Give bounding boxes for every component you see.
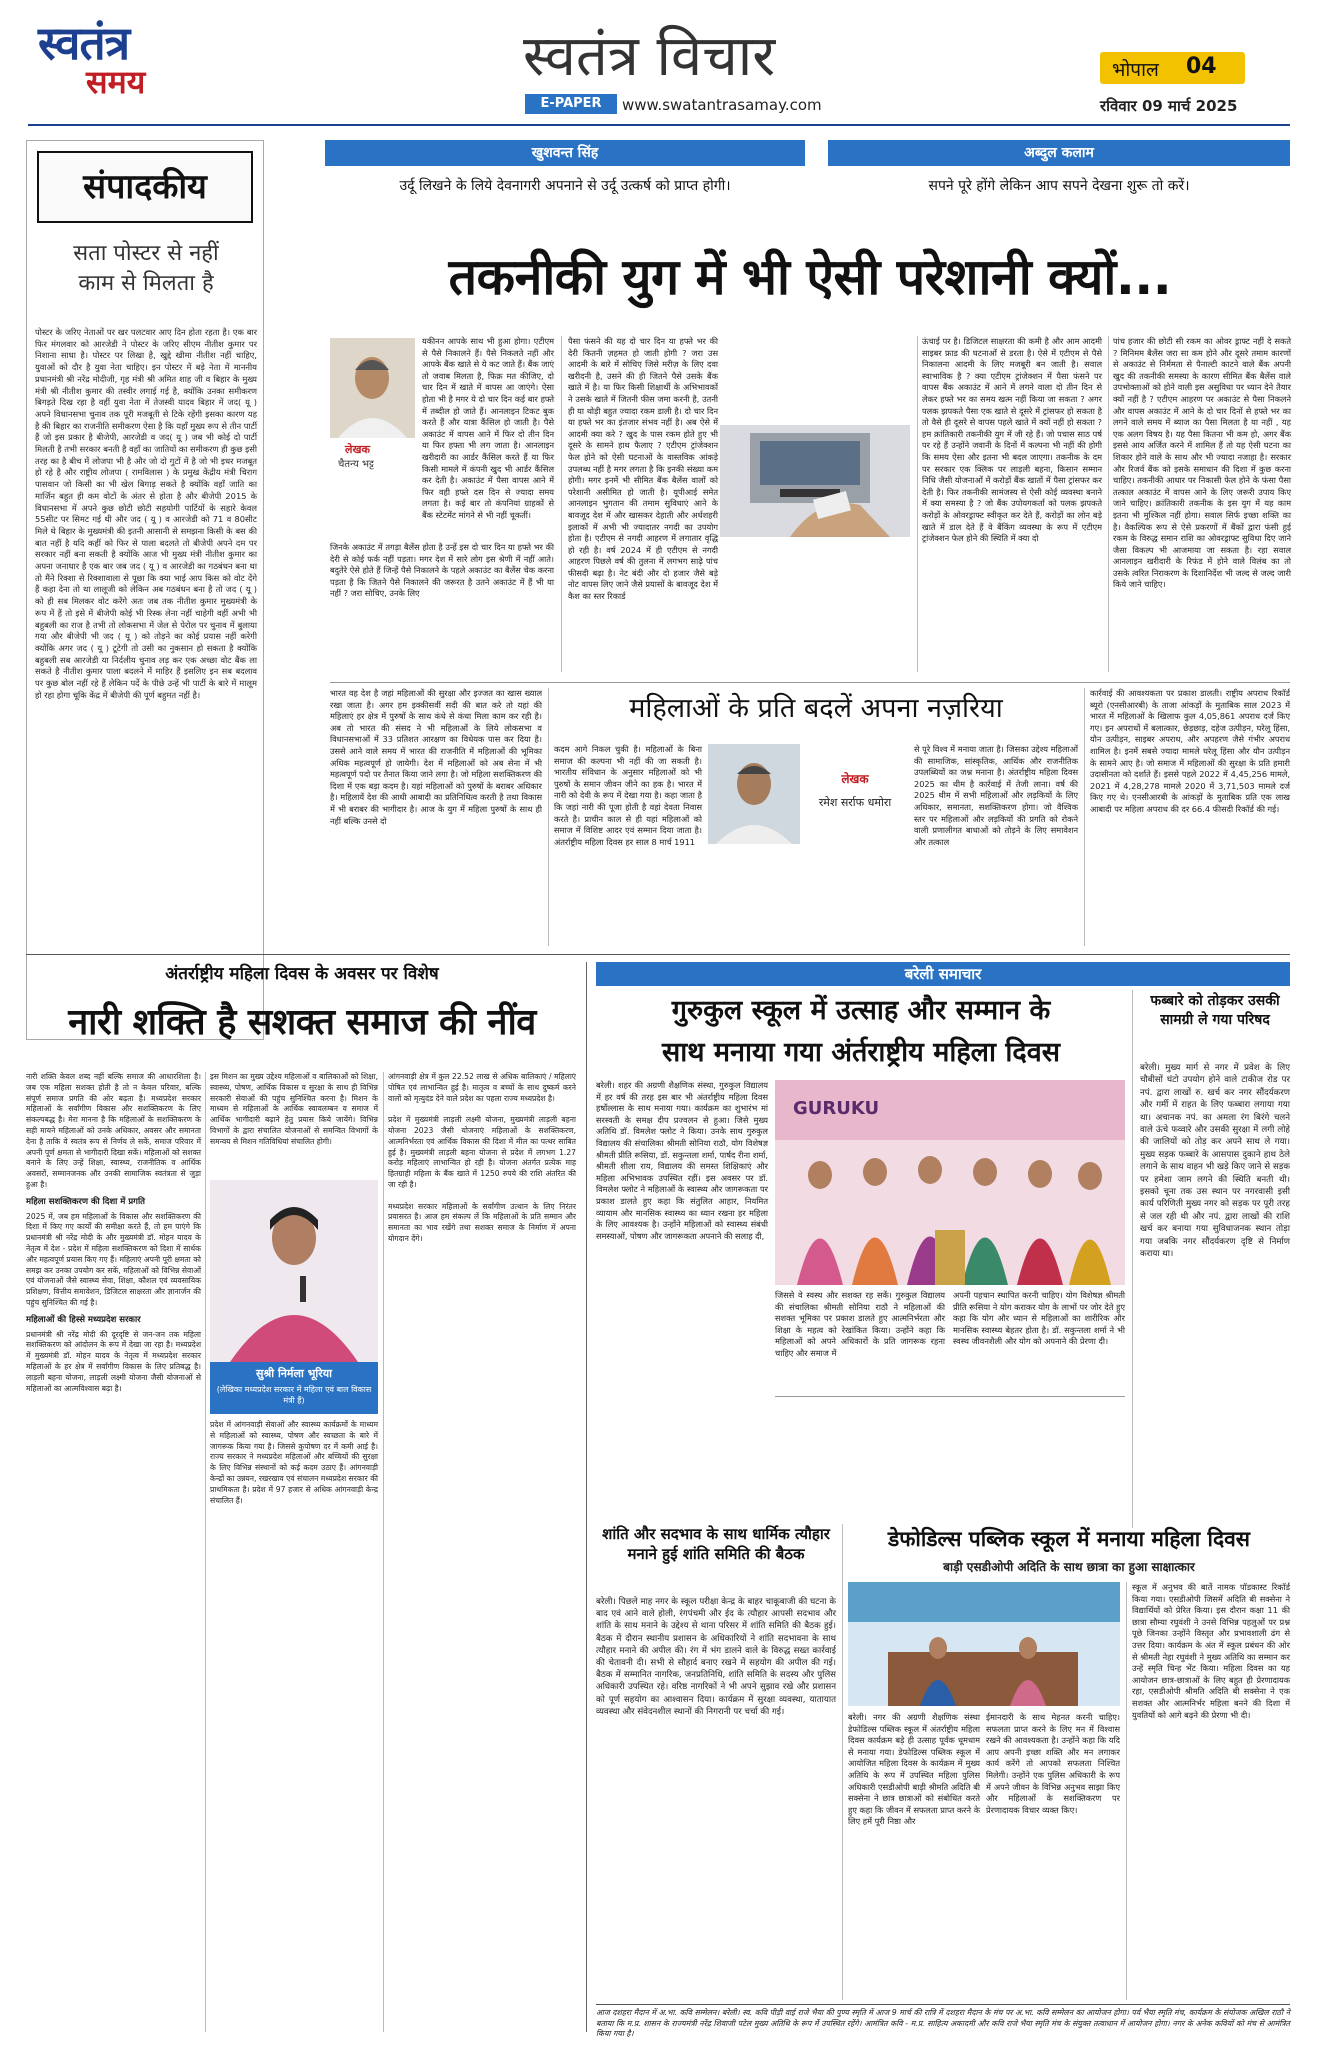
gurukul-group-image <box>775 1080 1125 1285</box>
women-col1: भारत वह देश है जहां महिलाओं की सुरक्षा और इज्जत का खास ख्याल रखा जाता है। अगर हम इक्कीसवीं सदी की बात करे तो यहां की महिलाएं हर क्षेत्र में पुरुषों के साथ कंधे से कंधा मिला काम कर रही है। अब तो भारत की संसद ने भी महिलाओं के लिये लोकसभा व विधानसभाओं में 33 प्रतिशत आरक्षण का विधेयक पास कर दिया है। उससे आने वाले समय में भारत की राजनीति में महिलाओं की भूमिका अधिक महत्वपूर्ण हो जायेगी। देश में महिलाओं को अब सेना में भी महत्वपूर्ण पदो पर तैनात किया जाने लगा है। जो महिला सशक्तिकरण की दिशा में एक बड़ा कदम है। यहां महिलाओं को पुरुषों के बराबर अधिकार है। महिलायें देश की आधी आबादी का प्रतिनिधित्व करती है तथा विकास में भी बराबर की भागीदार है। आज के युग में महिला पुरुषों के साथ ही नहीं बल्कि उनसे दो <box>330 688 542 826</box>
gurukul-event-photo <box>775 1080 1125 1285</box>
nari-col3c-text: मध्यप्रदेश सरकार महिलाओं के सर्वांगीण उत्थान के लिए निरंतर प्रयासरत है। आज हम संकल्प लें कि महिलाओं के प्रति सम्मान और समानता का भाव रखेंगे तथा सशक्त समाज के निर्माण में अपना योगदान देंगे। <box>388 1201 576 1243</box>
daffodils-event-photo <box>848 1582 1120 1706</box>
page-number: 04 <box>1186 54 1217 79</box>
women-col4: कार्रवाई की आवश्यकता पर प्रकाश डालती। राष्ट्रीय अपराध रिकॉर्ड ब्यूरो (एनसीआरबी) के ताजा आंकड़ों के मुताबिक साल 2023 में भारत में महिलाओं के खिलाफ कुल 4,05,861 अपराध दर्ज किए गए। इन अपराधों में बलात्कार, छेड़छाड़, दहेज उत्पीड़न, घरेलू हिंसा, यौन उत्पीड़न, साइबर अपराध, और अपहरण जैसे गंभीर अपराध शामिल है। इनमें सबसे ज्यादा मामले घरेलू हिंसा और यौन उत्पीड़न के सामने आए है। जो समाज में महिलाओं की सुरक्षा के प्रति हमारी उदासीनता को दर्शाते हैं। इससे पहले 2022 में 4,45,256 मामले, 2021 में 4,28,278 मामले 2020 में 3,71,503 मामले दर्ज किए गए थे। एनसीआरबी के आंकड़ों के मुताबिक प्रति एक लाख आबादी पर महिला अपराध की दर 66.4 फीसदी रिकॉर्ड की गई। <box>1090 688 1290 814</box>
lead-byline-name: चैतन्य भट्ट <box>338 459 374 470</box>
shanti-text: बरेली। पिछले माह नगर के स्कूल परीक्षा केन्द्र के बाहर चाकूबाजी की घटना के बाद एवं आने वाले होली, रंगपंचमी और ईद के त्यौहार आपसी सदभाव और शांति के साथ मनाने के उद्देश्य से थाना परिसर में शांति समिति की बैठक हुई। बैठक में दौरान स्थानीय प्रशासन के अधिकारियों ने शांति सदभावना के साथ त्यौहार मनाने की अपील की। रंग में भंग डालने वाले के विरुद्ध सख्त कार्रवाई की चेतावनी दी। सभी से सौहार्द बनाए रखने में सहयोग की अपील की गई। बैठक में सम्मानित नागरिक, जनप्रतिनिधि, शांति समिति के सदस्य और पुलिस अधिकारी उपस्थित रहे। वरिष्ठ नागरिकों ने भी अपने सुझाव रखे और प्रशासन को पूर्ण सहयोग का आश्वासन दिया। कार्यक्रम में सुरक्षा व्यवस्था, यातायात व्यवस्था और संवेदनशील स्थानों की निगरानी पर चर्चा की गई। <box>596 1597 836 1717</box>
gurukul-headline-line2: साथ मनाया गया अंर्तराष्ट्रीय महिला दिवस <box>662 1037 1060 1068</box>
gurukul-headline-line1: गुरुकुल स्कूल में उत्साह और सम्मान के <box>671 995 1051 1026</box>
women-col2: कदम आगे निकल चुकी है। महिलाओं के बिना समाज की कल्पना भी नहीं की जा सकती है। भारतीय संविधान के अनुसार महिलाओं को भी पुरुषों के समान जीवन जीने का हक है। भारत में नारी को देवी के रूप में देखा गया है। कहा जाता है कि जहां नारी की पूजा होती है वहां देवता निवास करते है। प्राचीन काल से ही यहां महिलाओं को समाज में विशिष्ट आदर एवं सम्मान दिया जाता है। अंतर्राष्ट्रीय महिला दिवस हर साल 8 मार्च 1911 <box>554 744 702 847</box>
women-headline: महिलाओं के प्रति बदलें अपना नज़रिया <box>629 693 1003 724</box>
daffodils-stage-image <box>848 1582 1120 1706</box>
author-photo-chaitanya <box>330 338 415 438</box>
daffodils-subhead: बाड़ी एसडीओपी अदिति के साथ छात्रा का हुआ साक्षात्कार <box>943 1560 1195 1574</box>
daffodils-headline: डेफोडिल्स पब्लिक स्कूल में मनाया महिला दिवस <box>888 1527 1250 1551</box>
minister-portrait-image <box>210 1180 378 1362</box>
fountain-headline: फब्बारे को तोड़कर उसकी सामग्री ले गया परिषद <box>1150 993 1280 1028</box>
gurukul-headline <box>596 990 1126 1074</box>
author-portrait-icon-2 <box>708 744 800 844</box>
masthead <box>0 0 1318 125</box>
quote-box-1 <box>325 140 805 235</box>
nari-col1-text: नारी शक्ति केवल शब्द नहीं बल्कि समाज की आधारशिला है। जब एक महिला सशक्त होती है तो न केवल परिवार, बल्कि संपूर्ण समाज प्रगति की ओर बढ़ता है। मध्यप्रदेश सरकार महिलाओं के सर्वांगीण विकास और सशक्तिकरण के लिए संकल्पबद्ध है। मेरा मानना है कि महिलाओं के सशक्तिकरण के सही मायने महिलाओं को उनके अधिकार, अवसर और समानता देना है ताकि वे स्वतंत्र रूप से निर्णय ले सकें, समाज परिवार में अपनी पूर्ण क्षमता से भागीदारी दिखा सकें। महिलाओं को सशक्त बनाने के लिए उन्हें शिक्षा, स्वास्थ्य, राजनीतिक व आर्थिक अवसरों, सम्मानजनक और उनकी सामाजिक स्वतंत्रता से जुड़ा हुआ है। <box>26 1072 201 1189</box>
lead-headline: तकनीकी युग में भी ऐसी परेशानी क्यों... <box>448 248 1172 306</box>
nari-col2-bottom: प्रदेश में आंगनवाड़ी सेवाओं और स्वास्थ्य कार्यक्रमों के माध्यम से महिलाओं को स्वास्थ्य, पोषण और स्वच्छता के बारे में जागरूक किया गया है। जिससे कुपोषण दर में कमी आई है। राज्य सरकार ने मध्यप्रदेश महिलाओं और बच्चियों की सुरक्षा के लिए विभिन्न संस्थानों को कई कदम उठाए हैं। आंगनवाड़ी केन्द्रों का उन्नयन, रखरखाव एवं संचालन मध्यप्रदेश सरकार की प्राथमिकता है। प्रदेश में 97 हजार से अधिक आंगनवाड़ी केन्द्र संचालित हैं। <box>210 1420 378 1505</box>
city-name: भोपाल <box>1112 59 1159 81</box>
nari-col3b-text: प्रदेश में मुख्यमंत्री लाड़ली लक्ष्मी योजना, मुख्यमंत्री लाड़ली बहना योजना 2023 जैसी योजनाएं महिलाओं के सशक्तिकरण, आत्मनिर्भरता एवं आर्थिक विकास की दिशा में मील का पत्थर साबित हुई है। मुख्यमंत्री लाड़ली बहना योजना से प्रदेश में लगभग 1.27 करोड़ महिलाएं लाभान्वित हो रही है। योजना अंतर्गत प्रत्येक माह हितग्राही महिला के बैंक खाते में 1250 रुपये की राशि अंतरित की जा रही है। <box>388 1115 576 1189</box>
atm-image <box>720 425 910 537</box>
women-byline-label: लेखक <box>841 772 869 786</box>
lead-col1b: जिनके अकाउंट में तगड़ा बैलेंस होता है उन्हें इस दो चार दिन या हफ्ते भर की देरी से कोई फर्क नहीं पड़ता। मगर देश में सारे लोग इस श्रेणी में नहीं आते। बदुतेरे ऐसे होते हैं जिन्हें पैसे निकालने के पहले अकाउंट का बैलेंस चेक करना पड़ता है कि जितने पैसे निकालने की जरूरत है उतने अकाउंट में हैं भी या नहीं ? जरा सोचिए, उनके लिए <box>330 542 554 599</box>
minister-name: सुश्री निर्मला भूरिया <box>256 1367 332 1380</box>
quote-box-2 <box>828 140 1290 235</box>
bareli-section-header: बरेली समाचार <box>596 962 1290 986</box>
atm-photo <box>720 425 910 537</box>
editorial-title <box>27 239 265 299</box>
city-badge <box>1100 52 1245 84</box>
editorial-title-line2: काम से मिलता है <box>78 271 214 296</box>
lead-col2-bottom <box>568 540 910 672</box>
lead-col3: ऊंचाई पर है। डिजिटल साक्षरता की कमी है और आम आदमी साइबर फ्राड की घटनाओं से डरता है। ऐसे में एटीएम से पैसे निकालना आदमी के लिए मजबूरी बन जाती है। सवाल स्वाभाविक है ? क्या एटीएम ट्रांजेक्शन में पैसा फंसने पर वापस बैंक अकाउंट में आने में लगने वाला दो तीन दिन से लेकर हफ्ते भर का समय खत्म नहीं किया जा सकता ? अगर पलक झपकते पैसा एक खाते से दूसरे में ट्रांसफर हो सकता है तो वैसे ही दूसरे से वापस पहले खाते में क्यों नहीं हो सकता ? हम क्रांतिकारी तकनीकी युग में जी रहे हैं। जो पचास साठ पर्ष पर रहे हैं उन्होंने जवानी के दिनों में कल्पना भी नहीं की होगी कि समय ऐसा और इतना भी बदल जाएगा। तकनीक के दम पर सरकार एक क्लिक पर लाड़ली बहना, किसान सम्मान निधि जैसी योजनाओं में करोड़ों बैंक खातों में पैसा ट्रांसफर कर देती है। फिर तकनीकी सामंजस्य से ऐसी कोई व्यवस्था बनाने में क्या समस्या है ? जो बैंक उपोयगकर्ता को पलक झपकते करोड़ों के ओवरड्राफ्ट स्वीकृत कर देते हैं, करोड़ों का लोन बड़े खाते में डाल देते हैं वे बैंकिंग व्यवस्था के रूप में एटीएम ट्रांजेक्शन फेल होने की स्थिति में क्या दो <box>922 336 1102 544</box>
author-photo-ramesh <box>708 744 800 844</box>
nari-headline: नारी शक्ति है सशक्त समाज की नींव <box>68 1002 536 1043</box>
nari-col1b-text: 2025 में, जब हम महिलाओं के विकास और सशक्तिकरण की दिशा में किए गए कार्यों की समीक्षा करते हैं, तो हम पाएंगे कि प्रधानमंत्री श्री नरेंद्र मोदी के और मुख्यमंत्री डॉ. मोहन यादव के नेतृत्व में देश - प्रदेश में महिला सशक्तिकरण को दिशा में सार्थक और महत्वपूर्ण प्रयास किए गए हैं। महिलाएं अपनी पूरी क्षमता को समझ कर उनका उपयोग कर सकें, महिलाओं को विभिन्न सेवाओं एवं योजनाओं जैसे स्वास्थ्य सेवा, शिक्षा, कौशल एवं व्यवसायिक प्रशिक्षण, वित्तीय समावेशन, डिजिटल साक्षरता और ज्ञानार्जन की पहुंच सुनिश्चित की गई है। <box>26 1211 201 1307</box>
quote-text-1: उर्दू लिखने के लिये देवनागरी अपनाने से उर्दू उत्कर्ष को प्राप्त होगी। <box>399 178 731 194</box>
nari-subhead1: महिला सशक्तिकरण की दिशा में प्रगति <box>26 1196 146 1207</box>
nari-subhead2: महिलाओं की हिस्से मध्यप्रदेश सरकार <box>26 1314 141 1325</box>
logo-line2: समय <box>86 63 146 101</box>
logo-line1: स्वतंत्र <box>38 16 130 70</box>
website-link[interactable]: www.swatantrasamay.com <box>622 96 822 114</box>
lead-col1: यकीनन आपके साथ भी हुआ होगा। एटीएम से पैसे निकालने हैं। पैसे निकलते नहीं और आपके बैंक खाते से ये कट जाते हैं। बैंक जाएं तो जवाब मिलता है, फिक्र मत कीजिए, दो चार दिन में खाते में वापस आ जाएंगे। ऐसा होता भी है मगर ये दो चार दिन कई बार हफ्ते में तब्दील हो जाते हैं। आनलाइन टिकट बुक करते हैं और यात्रा कैंसिल हो जाती है। पैसे अकाउंट में वापस आने में फिर दो तीन दिन या फिर हफ्ता भी लग जाता है। आनलाइन खरीदारी का आर्डर कैंसिल करते हैं या फिर किसी मामले में कंपनी खुद भी आर्डर कैंसिल कर देती है। अकाउंट में पैसा वापस आने में फिर वही हफ्ते दस दिन से ज्यादा समय लगता है। कई बार तो कंपनियां ग्राहकों से बैंक स्टेटमेंट मांगने से भी नहीं चूकतीं। <box>422 336 554 520</box>
nari-kicker: अंतर्राष्ट्रीय महिला दिवस के अवसर पर विशेष <box>165 964 439 984</box>
minister-role: (लेखिका मध्यप्रदेश सरकार में महिला एवं बाल विकास मंत्री हैं) <box>216 1385 372 1405</box>
nari-col3 <box>388 1072 576 2032</box>
nari-col1c-text: प्रधानमंत्री श्री नरेंद्र मोदी की दूरदृष्टि से जन-जन तक महिला सशक्तिकरण को आंदोलन के रूप में देखा जा रहा है। मध्यप्रदेश में मुख्यमंत्री डॉ. मोहन यादव के नेतृत्व में मध्यप्रदेश सरकार महिलाओं के हर क्षेत्र में सर्वांगीण विकास के लिए प्रतिबद्ध है। लाड़ली बहना योजना, लाड़ली लक्ष्मी योजना जैसी योजनाओं से महिलाओं का आत्मविश्वास बढ़ा है। <box>26 1329 201 1393</box>
daffodils-col1: बरेली। नगर की अग्रणी शैक्षणिक संस्था डेफोडिल्स पब्लिक स्कूल में अंतर्राष्ट्रीय महिला दिवस कार्यक्रम बड़े ही उत्साह पूर्वक धूमधाम से मनाया गया। डेफोडिल्स पब्लिक स्कूल में आयोजित महिला दिवस के कार्यक्रम में मुख्य अतिथि के रूप में उपस्थित महिला पुलिस अधिकारी एसडीओपी बाड़ी श्रीमति अदिति बी सक्सेना ने छात्र छात्राओं को संबोधित करते हुए कहा कि जीवन में सफलता प्राप्त करने के लिए हमें पूरी निष्ठा और <box>848 1712 980 1827</box>
editorial-heading-box <box>37 151 253 223</box>
shanti-headline: शांति और सदभाव के साथ धार्मिक त्यौहार मनाने हुई शांति समिति की बैठक <box>602 1525 830 1563</box>
editorial-heading: संपादकीय <box>83 167 207 207</box>
editorial-column <box>26 140 264 1040</box>
epaper-label: E-PAPER <box>525 94 617 114</box>
issue-date: रविवार 09 मार्च 2025 <box>1100 97 1238 115</box>
gurukul-col3: अपनी पहचान स्थापित करनी चाहिए। योग विशेषज्ञ श्रीमती प्रीति रूसिया ने योग कराकर योग के लाभों पर जोर देते हुए कहा कि योग और ध्यान से महिलाओं का शारीरिक और मानसिक स्वास्थ्य बेहतर होता है। डॉ. सकुन्तला शर्मा ने भी स्वस्थ जीवनशैली और योग को अपनाने की प्रेरणा दी। <box>953 1290 1125 1347</box>
lead-col2-top <box>568 336 718 602</box>
logo <box>38 18 208 108</box>
gurukul-banner-text: GURUKU <box>793 1098 880 1119</box>
nari-col3-text: आंगनवाड़ी क्षेत्र में कुल 22.52 लाख से अधिक बालिकाएं / महिलाएं पोषित एवं लाभान्वित हुई है। मातृत्व व बच्चों के साथ दुष्कर्म करने वालों को मृत्युदंड देने वाले प्रदेश का पहला राज्य मध्यप्रदेश है। <box>388 1072 576 1103</box>
quote-author-2: अब्दुल कलाम <box>828 140 1290 166</box>
lead-col4: पांच हजार की छोटी सी रकम का ओवर ड्राफ्ट नहीं दे सकते ? मिनिमम बैलेंस जरा सा कम होने और दूसरे तमाम कारणों से अकाउंट से निर्ममता से पैनाल्टी काटने वाले बैंक अपनी खुद की तकनीकी समस्या के कारण सीमित बैंक बैलेंस वाले उपभोक्ताओं को होने वाली इस असुविधा पर ध्यान देने तैयार क्यों नहीं है ? एटीएम आहरण पर अकाउंट से पैसा निकलने और वापस अकाउंट में आने के दो चार दिनों से हफ्ते भर का लगने वाले समय में ब्याज का पैसा मिलता है या नहीं , यह एक अलग विषय है। यह पैसा कितना भी कम हो, अगर बैंक इससे आय अर्जित करने में शामिल हैं तो यह ऐसी घटना का शिकार होने वाले के साथ और भी ज्यादा नजाहा है। सरकार और रिजर्व बैंक को इसके समाधान की दिशा में कुछ करना चाहिए। तकनीकी आधार पर निकासी फेल होने के फंसा पैसा तत्काल अकाउंट में वापस आने के लिए जरूरी उपाय किए जाने चाहिए। क्रांतिकारी तकनीक के इस युग में यह काम इतना भी मुश्किल नहीं होगा। सवाल सिर्फ इच्छा शक्ति का है। वैकल्पिक रूप से ऐसे प्रकरणों में बैंकों द्वारा फंसी हुई रकम के विरुद्ध समान राशि का ओवरड्राफ्ट सुविधा दिए जाने जैसा विकल्प भी आजमाया जा सकता है। रहा सवाल आनलाइन खरीदारी के रिफंड में होने वाले विलंब का तो उसके त्वरित निराकरण के दिशानिर्देश भी जल्द से जल्द जारी किये जाने चाहिए। <box>1113 336 1291 590</box>
women-byline-name: रमेश सर्राफ धमोरा <box>818 796 892 809</box>
fountain-text: बरेली। मुख्य मार्ग से नगर में प्रवेश के लिए चौबीसों घंटो उपयोग होने वाले टाकीज रोड पर नपं. द्वारा लाखों रु. खर्च कर नगर सौंदर्यकरण और गर्मी में राहत के लिए फब्बारा लगाया गया था। अचानक नपं. का अमला रंग बिरंगे चलने वाले ऊंचे फव्वारे और उसकी सुरक्षा में लगी लोहे की जालियों को तोड़ कर अपने साथ ले गया। मुख्य सड़क फब्बारे के आसपास दुकाने हाथ ठेले लगाने के साथ वाहन भी खड़े किए जाने से सड़क पर हमेशा जाम लगने की स्थिति बनती थी। इसको चूना तक उस स्थान पर नगरवासी इसी कार्य परिणिती मुख्य नगर को सड़क पर पूरी तरह से जल रही थी और नपं. द्वारा लाखों की राशि खर्च कर बनाया गया सुविधाजनक स्थान तोड़ा गया जबकि नगर सौंदर्यकरण दृष्टि से निर्माण कराया था। <box>1140 1063 1290 1260</box>
gurukul-col1: बरेली। शहर की अग्रणी शैक्षणिक संस्था, गुरुकुल विद्यालय में हर वर्ष की तरह इस बार भी अंतर्राष्ट्रीय महिला दिवस हर्षोल्लास के साथ मनाया गया। कार्यक्रम का शुभारंभ मां सरस्वती के समक्ष दीप प्रज्वलन से हुआ। जिसे मुख्य अतिथि डॉ. विमलेश फ्लोट ने किया। उनके साथ गुरुकुल विद्यालय की संचालिका श्रीमती सोनिया राठौ, योग विशेषज्ञ श्रीमती प्रीति रूसिया, डॉ. सकुन्तला शर्मा, पार्षद रीना शर्मा, श्रीमती शीला राय, विद्यालय की समस्त शिक्षिकाएं और महिला अभिभावक उपस्थित रहीं। इस अवसर पर डॉ. विमलेश फ्लोट ने महिलाओं के स्वास्थ्य और जागरूकता पर प्रकाश डालते हुए कहा कि संतुलित आहार, नियमित व्यायाम और मानसिक स्वास्थ्य का ध्यान रखना हर महिला के लिए आवश्यक है। उन्होंने महिलाओं को स्वास्थ्य संबंधी समस्याओं, पोषण और जागरूकता अपनाने की सलाह दी, <box>596 1080 768 1241</box>
quote-author-1: खुशवन्त सिंह <box>325 140 805 166</box>
lead-byline-label: लेखक <box>345 443 370 456</box>
section-title: स्वतंत्र विचार <box>523 24 776 89</box>
kavi-sammelan-note: आज दशहरा मैदान में अ.भा. कवि सम्मेलन। बरेली। स्व. कवि पीड़ी वाई राजे भैया की पुण्य स्मृति में आज 9 मार्च की रात्रि में दशहरा मैदान के मंच पर अ.भा. कवि सम्मेलन का आयोजन होगा। पर्व भैया स्मृति मंच, कार्यक्रम के संयोजक अखिल राठौ ने बताया कि म.प्र. शासन के राज्यमंत्री नरेंद्र शिवाजी पटेल मुख्य अतिथि के रूप में उपस्थित रहेंगे। आमंत्रित कवि - म.प्र. साहित्य अकादमी और कवि राजे भैया स्मृति मंच के संयुक्त तत्वाधान में आयोजन होगा। नगर के अनेक कवियों को मंच से आमंत्रित किया गया है। <box>596 2008 1290 2039</box>
women-byline <box>800 770 910 810</box>
nari-col1 <box>26 1072 201 2032</box>
minister-photo <box>210 1180 378 1362</box>
author-portrait-icon <box>330 338 415 438</box>
nari-col2-top: इस मिशन का मुख्य उद्देश्य महिलाओं व बालिकाओं को शिक्षा, स्वास्थ्य, पोषण, आर्थिक विकास व सुरक्षा के साथ ही विभिन्न सरकारी सेवाओं की पहुंच सुनिश्चित करना है। मिशन के माध्यम से महिलाओं के आर्थिक स्वावलम्बन व समाज में आर्थिक भागीदारी बढ़ाने हेतु प्रयास किये जायेंगे। विभिन्न विभागों के द्वारा संचालित योजनाओं से समन्वित विभागों के समन्वय से मिशन गतिविधियां संचालित होगी। <box>210 1072 378 1146</box>
lead-col2-text: पैसा फंसने की यह दो चार दिन या हफ्ते भर की देरी कितनी ज़हमत हो जाती होगी ? जरा उस आदमी के बारे में सोचिए जिसे मरीज़ के लिए दवा खरीदनी है, उसने की ही जितने पैसे उसके बैंक खाते में है। या फिर किसी शिक्षार्थी के अभिभावकों ने उसके खाते में जितनी फीस जमा करनी है, उतनी ही या थोड़ी बहुत ज्यादा रकम डाली है। दो चार दिन या हफ्ते भर का इंतजार संभव नहीं है। अब ऐसे में आदमी क्या करे ? खुद के पास रकम होते हुए भी दूसरे के सामने हाथ फैलाए ? एटीएम ट्रांजेक्शन फेल होने को ऐसी घटनाओं के वास्तविक आंकड़े उपलब्ध नहीं है मगर लगता है कि इनकी संख्या कम होगी। मगर इनमें भी सीमित बैंक बैलेंस वालों को परेशानी असीमित हो जाती है। यूपीआई समेत आनलाइन भुगतान की तमाम सुविधाएं आने के बावजूद देश में और खासकर देहाती और अर्धशहरी इलाकों में अभी भी ज्यादातर नगदी का उपयोग होता है। एटीएम से नगदी आहरण में लगातार वृद्धि हो रही है। वर्ष 2024 में ही एटीएम से नगदी आहरण पिछले वर्ष की तुलना में लगभग साढ़े पांच फीसदी बढ़ा है। नेट बंदी और दो हजार जैसे बड़े नोट वापस लिए जाने जैसे प्रयासों के बावजूद देश में कैश का स्तर रिकार्ड <box>568 336 718 602</box>
editorial-text: पोस्टर के जरिए नेताओं पर खर पलटवार आए दिन होता रहता है। एक बार फिर मंगलवार को आरजेडी ने पोस्टर के जरिए सीएम नीतीश कुमार पर निशाना साधा है। पोस्टर पर लिखा है, खुद्दे खीमा नीतीश नहीं चाहिए, युवाओं को दौर है युवा नेता चाहिए। इन पोस्टर में बड़े नेता में माननीय प्रधानमंत्री श्री नरेंद्र मोदीजी, गृह मंत्री श्री अमित शाह जी व बिहार के मुख्य मंत्री श्री नीतीश कुमार की तस्वीर लगाई गई है, क्योंकि उनका समीकरण बिगड़ते दिख रहा है वहीं युवा नेता में तेजस्वी यादव बिहार में जद( यू ) अपने विधानसभा चुनाव तक पूरी मजबूती से टिके रहेंगी इसका कारण यह है की बिहार का राजनीति समीकरण ऐसा है कि यहाँ मुख्य रूप से तीन पार्टी हैं जो इस प्रकार है बीजेपी, आरजेडी व जद( यू ) जब भी कोई दो पार्टी मिलती है तभी सरकार बनती है वहाँ का जातियों का समीकरण ही कुछ इसी तरह का है बीच में लोजपा भी है और जो दो गुटों में है जो भी इधर मजबूत हो रहे है और राष्ट्रीय लोजपा ( रामविलास ) के प्रमुख केंद्रीय मंत्री चिराग पासवान जो किसी का भी खेल बिगाड़ सकते है क्योंकि वहाँ जाति का मार्जिन बहुत ही कम वोटों के अंतर से होता है और बीजेपी 2015 के विधानसभा में अपने कुछ छोटी छोटी सहयोगी पार्टियों के सहारे केवल 55सीट पर सिमट गई थी और जद ( यू ) व आरजेडी को 71 व 80सीट मिले थे बिहार के मुख्यमंत्री की इतनी आसानी से समझना किसी के बस की बात नहीं है यदि कहीं को फिर से पाला बदलते तो बीजेपी अपने दम पर सरकार नहीं बना सकती है क्योंकि आज भी मुख्य मंत्री नीतीश कुमार का अपना जनाधार है एक बार जब जद ( यू ) व आरजेडी का गठबंधन बना था तो मैंने रिक्शा से रिक्शावाला से पूछा कि क्या भाई आप किस को वोट देंगे हैं कहा देना तो था लालूजी को लेकिन अब गठबंधन बना है तो जद ( यू ) को ही सब मिलकर वोट करेंगे अतः जब तक नीतीश कुमार मुख्यमंत्री के रूप में हैं तो इसे में बीजेपी कोई भी रिस्क लेना नहीं चाहेगी वहीं अभी भी बहुबली का राज है तभी तो लोकसभा में जेल से पेरोल पर चुनाव में बुलाया गया और बीजेपी भी जद ( यू ) को तोड़ने का कोई प्रयास नहीं करेगी क्योंकि अगर जद ( यू ) टूटेगी तो उसी का नुकसान हो सकता है क्योंकि बहुबली सब आरजेडी या निर्दलीय चुनाव लड़ कर एक अच्छा वोट बैंक ला सकते है नीतीश कुमार पाला बदलने में माहिर हैं इसलिए इन सब बदलाव पर कुछ बोल नहीं रहे हैं लेकिन पर्दे के पीछे उन्हें भी पार्टी के बारे में मालूम हो रहा होगा चूकि केंद्र में बीजेपी की पूर्ण बहुमत नहीं है। <box>35 327 257 700</box>
women-col3: से पूरे विश्व में मनाया जाता है। जिसका उद्देश्य महिलाओं की सामाजिक, सांस्कृतिक, आर्थिक और राजनीतिक उपलब्धियों का जश्न मनाना है। अंतर्राष्ट्रीय महिला दिवस 2025 का थीम है कार्रवाई में तेजी लाना। वर्ष की 2025 थीम में सभी महिलाओं और लड़कियों के लिए अधिकार, समानता, सशक्तिकरण होगा। जो वैश्विक स्तर पर महिलाओं और लड़कियों की प्रगति को रोकने वाली प्रणालीगत बाधाओं को तोड़ने के लिए समावेशन और तत्काल <box>914 744 1078 847</box>
daffodils-col3: स्कूल में अनुभव की बातें नामक पॉडकास्ट रिकॉर्ड किया गया। एसडीओपी जिसमें अदिति बी सक्सेना ने विद्यार्थियों को प्रेरित किया। इस दौरान कक्षा 11 की छात्रा सौम्या रघुवंशी ने उनसे विभिन्न पहलुओं पर प्रश्न पूछे जिनका उन्होंने विस्तृत और प्रभावशाली ढंग से उत्तर दिया। कार्यक्रम के अंत में स्कूल प्रबंधन की ओर से श्रीमती नेहा रघुवंशी ने मुख्य अतिथि का सम्मान कर उन्हें स्मृति चिन्ह भेंट किया। महिला दिवस का यह आयोजन छात्र-छात्राओं के लिए बहुत ही प्रेरणादायक रहा, एसडीओपी श्रीमति अदिति बी सक्सेना ने एक सशक्त और आत्मनिर्भर महिला बनने की दिशा में युवतियों को आगे बढ़ने की प्रेरणा भी दी। <box>1132 1582 1290 1720</box>
editorial-title-line1: सता पोस्टर से नहीं <box>73 241 219 266</box>
gurukul-col2: जिससे वे स्वस्थ और सशक्त रह सकें। गुरुकुल विद्यालय की संचालिका श्रीमती सोनिया राठौ ने महिलाओं की सशक्त भूमिका पर प्रकाश डालते हुए आत्मनिर्भरता और शिक्षा के महत्व को रेखांकित किया। उन्होंने कहा कि महिलाओं को अपने अधिकारों के प्रति जागरूक रहना चाहिए और समाज में <box>775 1290 945 1358</box>
daffodils-col2: ईमानदारी के साथ मेहनत करनी चाहिए। सफलता प्राप्त करने के लिए मन में विश्वास रखने की आवश्यकता है। उन्होंने कहा कि यदि आप अपनी इच्छा शक्ति और मन लगाकर कार्य करेंगे तो आपको सफलता निश्चित मिलेगी। उन्होंने एक पुलिस अधिकारी के रूप में अपने जीवन के विभिन्न अनुभव साझा किए और महिलाओं के सशक्तिकरण पर प्रेरणादायक विचार व्यक्त किए। <box>986 1712 1120 1815</box>
quote-text-2: सपने पूरे होंगे लेकिन आप सपने देखना शुरू तो करें। <box>928 178 1190 194</box>
minister-caption <box>210 1362 378 1414</box>
